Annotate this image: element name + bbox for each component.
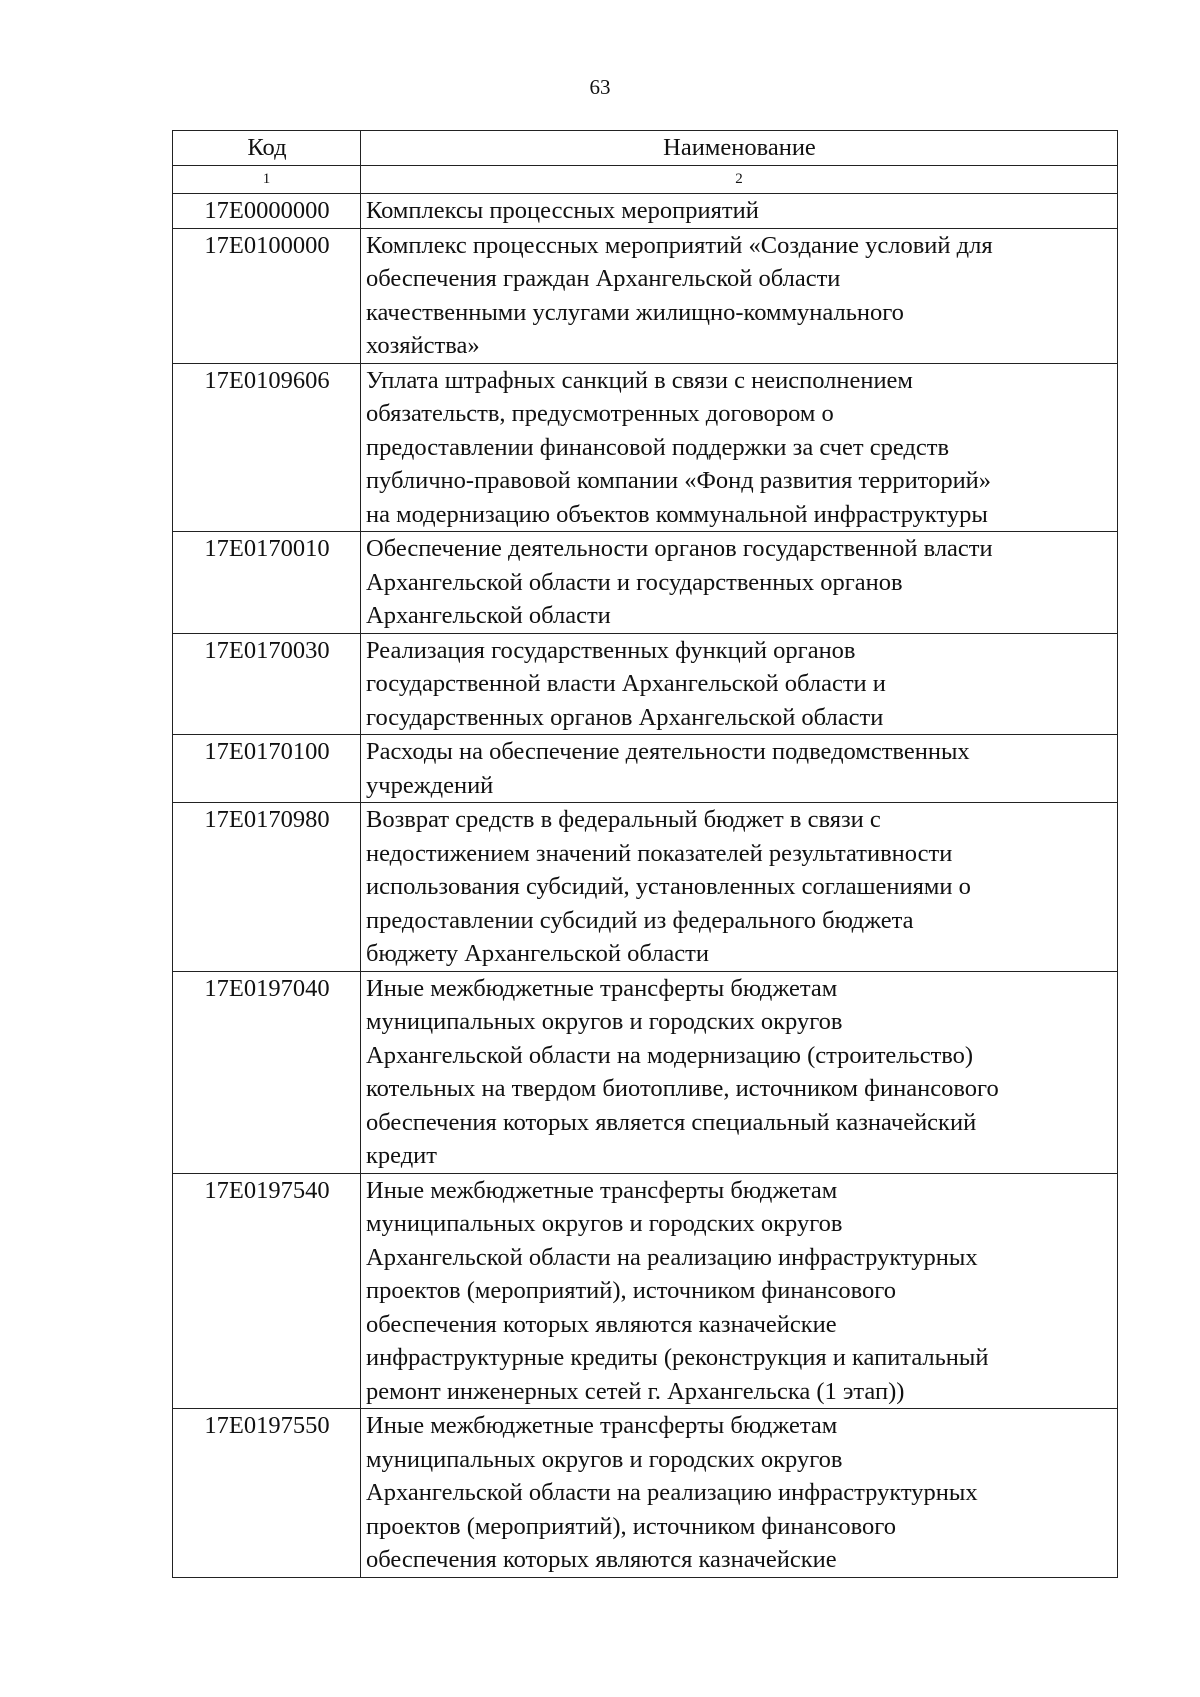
row-name-line: проектов (мероприятий), источником финансового <box>366 1277 896 1304</box>
row-name-line: муниципальных округов и городских округов <box>366 1008 843 1035</box>
row-name-line: Архангельской области на реализацию инфраструктурных <box>366 1243 978 1271</box>
row-name-line: обеспечения которых является специальный казначейский <box>366 1108 977 1136</box>
row-code: 17Е0197040 <box>173 971 361 1173</box>
row-code: 17Е0197540 <box>173 1173 361 1409</box>
row-name-line: Архангельской области и государственных органов <box>366 568 903 596</box>
row-name-line: Возврат средств в федеральный бюджет в связи с <box>366 806 881 833</box>
table-row <box>173 735 1118 803</box>
row-name-line: использования субсидий, установленных соглашениями о <box>366 873 971 900</box>
header-code: Код <box>173 131 361 166</box>
row-code: 17Е0170100 <box>173 735 361 803</box>
row-name-line: Комплексы процессных мероприятий <box>366 197 759 224</box>
row-name-line: Архангельской области на модернизацию (строительство) <box>366 1041 974 1069</box>
row-name-line: Комплекс процессных мероприятий «Создание условий для <box>366 231 993 259</box>
row-name-line: муниципальных округов и городских округов <box>366 1210 843 1237</box>
row-name-line: государственных органов Архангельской области <box>366 703 884 731</box>
row-name <box>361 532 1118 634</box>
table-row <box>173 194 1118 229</box>
row-code: 17Е0170030 <box>173 633 361 735</box>
row-name <box>361 735 1118 803</box>
row-name-line: предоставлении субсидий из федерального бюджета <box>366 906 914 934</box>
row-name-line: муниципальных округов и городских округов <box>366 1445 843 1473</box>
row-name-line: инфраструктурные кредиты (реконструкция и капитальный <box>366 1344 989 1371</box>
row-name-line: Иные межбюджетные трансферты бюджетам <box>366 1176 838 1204</box>
row-name-line: Иные межбюджетные трансферты бюджетам <box>366 974 838 1002</box>
row-code: 17Е0170980 <box>173 803 361 972</box>
row-name <box>361 1173 1118 1409</box>
row-name <box>361 194 1118 229</box>
row-name-line: ремонт инженерных сетей г. Архангельска (1 этап)) <box>366 1377 905 1405</box>
row-name-line: проектов (мероприятий), источником финансового <box>366 1512 896 1540</box>
row-name <box>361 1409 1118 1578</box>
row-name-line: Архангельской области <box>366 602 611 629</box>
row-name-line: обеспечения которых являются казначейские <box>366 1310 837 1338</box>
row-name-line: бюджету Архангельской области <box>366 940 709 967</box>
row-code: 17Е0109606 <box>173 363 361 532</box>
row-name <box>361 971 1118 1173</box>
row-code: 17Е0197550 <box>173 1409 361 1578</box>
row-name-line: кредит <box>366 1142 437 1169</box>
row-name-line: Архангельской области на реализацию инфраструктурных <box>366 1479 978 1506</box>
row-name-line: качественными услугами жилищно-коммунального <box>366 298 904 326</box>
row-name <box>361 228 1118 363</box>
table-row <box>173 363 1118 532</box>
row-name-line: котельных на твердом биотопливе, источником финансового <box>366 1075 999 1102</box>
budget-codes-table <box>172 130 1118 1578</box>
row-name-line: хозяйства» <box>366 332 480 359</box>
column-number-1: 1 <box>173 166 361 194</box>
row-name-line: Расходы на обеспечение деятельности подведомственных <box>366 738 970 765</box>
table-row <box>173 1409 1118 1578</box>
row-name-line: Обеспечение деятельности органов государственной власти <box>366 535 993 562</box>
row-name-line: Иные межбюджетные трансферты бюджетам <box>366 1412 838 1439</box>
row-name-line: государственной власти Архангельской области и <box>366 670 886 697</box>
row-name <box>361 803 1118 972</box>
header-name: Наименование <box>361 131 1118 166</box>
row-name <box>361 363 1118 532</box>
row-code: 17Е0170010 <box>173 532 361 634</box>
table-row <box>173 971 1118 1173</box>
row-name-line: обеспечения граждан Архангельской области <box>366 265 841 292</box>
table-row <box>173 1173 1118 1409</box>
row-name <box>361 633 1118 735</box>
row-name-line: учреждений <box>366 771 494 799</box>
page-number: 63 <box>589 75 611 99</box>
row-code: 17Е0000000 <box>173 194 361 229</box>
table-body <box>173 194 1118 1578</box>
row-code: 17Е0100000 <box>173 228 361 363</box>
column-number-row <box>173 166 1118 194</box>
row-name-line: предоставлении финансовой поддержки за счет средств <box>366 433 950 461</box>
row-name-line: на модернизацию объектов коммунальной инфраструктуры <box>366 500 988 528</box>
table-row <box>173 532 1118 634</box>
table-header-row <box>173 131 1118 166</box>
column-number-2: 2 <box>361 166 1118 194</box>
row-name-line: недостижением значений показателей результативности <box>366 839 953 867</box>
table-row <box>173 228 1118 363</box>
row-name-line: Уплата штрафных санкций в связи с неисполнением <box>366 366 913 394</box>
row-name-line: Реализация государственных функций органов <box>366 636 856 664</box>
table-row <box>173 633 1118 735</box>
row-name-line: обеспечения которых являются казначейские <box>366 1546 837 1573</box>
row-name-line: публично-правовой компании «Фонд развития территорий» <box>366 467 992 494</box>
row-name-line: обязательств, предусмотренных договором о <box>366 400 834 427</box>
table-row <box>173 803 1118 972</box>
